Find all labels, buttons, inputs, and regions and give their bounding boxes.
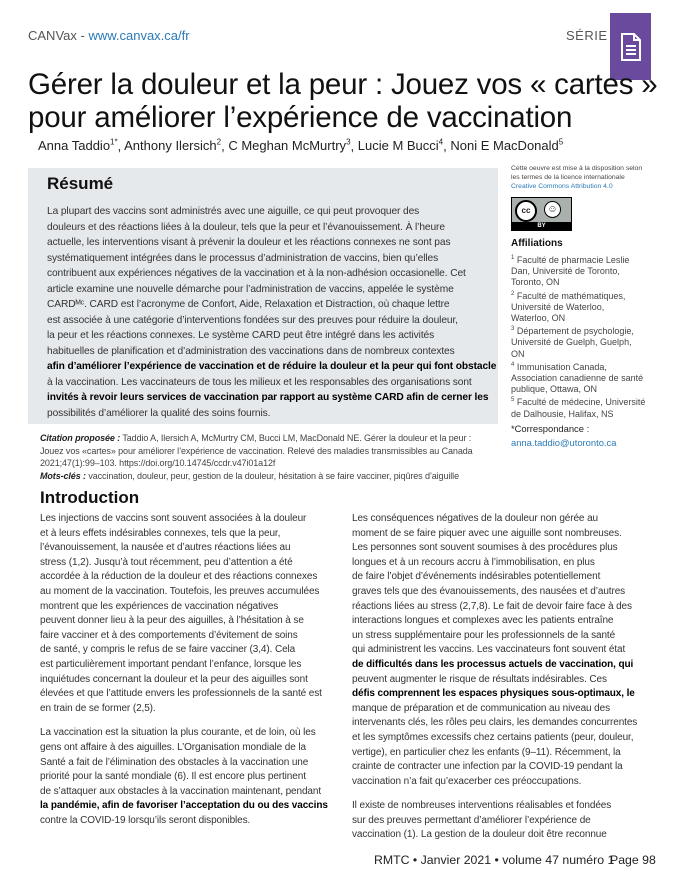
- author-affiliation-mark: 3: [346, 138, 351, 147]
- body-line: élevées et que l’attitude envers les professionnels de la santé est: [40, 688, 322, 700]
- abstract-line: CARDᴹᶜ. CARD est l’acronyme de Confort, Aide, Relaxation et Distraction, où chaque lettre: [47, 299, 450, 310]
- author: [358, 138, 443, 153]
- license-link[interactable]: Creative Commons Attribution 4.0: [511, 183, 613, 190]
- document-icon: [620, 32, 642, 62]
- body-line: accordée à la réduction de la douleur et des réactions connexes: [40, 571, 318, 583]
- affiliation-line: [511, 302, 681, 313]
- author-name: Lucie M Bucci: [357, 138, 439, 154]
- page-title: [28, 68, 658, 134]
- author-affiliation-mark: 4: [438, 138, 444, 147]
- affiliation-number: 3: [511, 326, 515, 333]
- affiliation-line: [511, 384, 681, 395]
- affiliation-item: [511, 291, 681, 325]
- affiliation-text: Waterloo, ON: [511, 313, 566, 324]
- body-line: vertige), en particulier chez les enfants (9–11). Récemment, la: [352, 746, 621, 758]
- abstract-line: est associée à une catégorie d’interventions fondées sur des preuves pour réduire la douleur,: [47, 314, 458, 326]
- correspondence-label: *Correspondance :: [511, 423, 590, 434]
- abstract-line: systématiquement intégrées dans le processus d’administration de vaccins, bien qu’elles: [47, 252, 439, 264]
- author: [228, 138, 350, 153]
- affiliation-text: Dan, Université de Toronto,: [511, 266, 620, 277]
- abstract-line: article examine une nouvelle démarche pour l’administration de vaccins, appelée le système: [47, 283, 454, 295]
- abstract-text: [47, 204, 496, 421]
- body-line: priorité pour la santé mondiale (6). Il est encore plus pertinent: [40, 771, 306, 783]
- author: [124, 138, 221, 153]
- body-line: qui administrent les vaccins. Les vaccinateurs font souvent état: [352, 644, 626, 656]
- affiliation-text: Département de psychologie,: [516, 326, 634, 337]
- author-name: Noni E MacDonald: [450, 138, 559, 154]
- creative-commons-by-icon[interactable]: [511, 197, 572, 231]
- affiliation-line: [511, 313, 681, 324]
- body-line: montrent que les expériences de vaccination négatives: [40, 600, 279, 612]
- body-line: de faire l’objet d’événements indésirables potentiellement: [352, 571, 601, 583]
- page-number: Page 98: [610, 853, 656, 867]
- affiliation-text: Faculté de médecine, Université: [516, 397, 646, 408]
- cc-icon: cc: [515, 200, 537, 222]
- author-name: C Meghan McMurtry: [228, 138, 347, 154]
- title-line: pour améliorer l’expérience de vaccination: [28, 101, 573, 134]
- body-line: peuvent augmenter le risque de résultats indésirables. Ces: [352, 673, 607, 685]
- body-line: de difficultés dans les processus actuels de vaccination, qui: [352, 658, 634, 670]
- affiliation-text: Toronto, ON: [511, 277, 560, 288]
- license-line: Cette oeuvre est mise à la disposition selon: [511, 165, 643, 172]
- body-line: de s’attaquer aux obstacles à la vaccination maintenant, pendant: [40, 785, 322, 797]
- affiliation-line: [511, 326, 681, 337]
- affiliation-text: Immunisation Canada,: [516, 361, 607, 372]
- author-affiliation-mark: 2: [216, 138, 222, 147]
- affiliations-list: [511, 255, 681, 422]
- body-line: manque de préparation et de communication au niveau des: [352, 702, 611, 714]
- citation-line: Taddio A, Ilersich A, McMurtry CM, Bucci LM, MacDonald NE. Gérer la douleur et la peur :: [122, 433, 472, 443]
- affiliation-line: [511, 397, 681, 408]
- body-line: est particulièrement important pendant l’enfance, lorsque les: [40, 658, 302, 670]
- body-line: de santé, y compris le refus de se faire vacciner (3,4). Cela: [40, 644, 296, 656]
- affiliation-line: [511, 409, 681, 420]
- body-line: crainte de contracter une infection par la COVID-19 pendant la: [352, 761, 623, 773]
- body-line: gens ont affaire à des aiguilles. L’Organisation mondiale de la: [40, 741, 306, 753]
- body-line: défis comprennent les espaces physiques sous-optimaux, le: [352, 688, 635, 700]
- person-icon: ☺: [544, 201, 561, 218]
- affiliation-number: 1: [511, 255, 515, 261]
- affiliation-number: 4: [511, 361, 515, 368]
- author: [38, 138, 118, 153]
- affiliation-text: Université de Waterloo,: [511, 301, 605, 312]
- body-line: interactions longues et complexes avec les patients entraîne: [352, 615, 614, 627]
- affiliation-line: [511, 373, 681, 384]
- affiliation-line: [511, 349, 681, 360]
- by-label: BY: [512, 222, 571, 230]
- abstract-line: contribuent aux expériences négatives de la vaccination et à la non-adhésion occasionelle. Cet: [47, 268, 466, 279]
- body-line: stress (1,2). Jusqu’à tout récemment, peu d’attention a été: [40, 556, 293, 568]
- body-line: au moment de la vaccination. Toutefois, les preuves accumulées: [40, 585, 320, 597]
- affiliation-line: [511, 291, 681, 302]
- affiliations-heading: Affiliations: [511, 238, 563, 249]
- intro-heading: Introduction: [40, 488, 140, 507]
- abstract-line: afin d’améliorer l’expérience de vaccination et de réduire la douleur et la peur qui font obstacle: [47, 361, 497, 372]
- body-line: [352, 789, 637, 799]
- abstract-line: douleurs et des réactions liées à la douleur, tels que la peur et l’évanouissement. À l’heure: [47, 221, 445, 233]
- author-name: Anthony Ilersich: [124, 138, 217, 154]
- body-line: intervenants clés, les rôles peu clairs, les demandes concurrentes: [352, 717, 638, 729]
- affiliation-item: [511, 397, 681, 419]
- body-line: la pandémie, afin de favoriser l’acceptation du ou des vaccins: [40, 800, 328, 812]
- title-line: Gérer la douleur et la peur : Jouez vos « cartes »: [28, 68, 658, 101]
- keywords-label: Mots-clés :: [40, 470, 86, 481]
- abstract-line: habituelles de planification et d’administration des vaccinations dans de nombreux contextes: [47, 345, 455, 357]
- abstract-heading: Résumé: [47, 174, 114, 193]
- author: [450, 138, 563, 153]
- body-line: inquiétudes concernant la douleur et la peur des aiguilles sont: [40, 673, 308, 685]
- series-label: SÉRIE: [566, 28, 608, 43]
- body-line: et à leurs effets indésirables connexes, tels que la peur,: [40, 527, 281, 539]
- affiliation-item: [511, 326, 681, 360]
- abstract-line: actuelle, les interventions visant à prévenir la douleur et les réactions connexes ne sont pas: [47, 237, 451, 248]
- author-list: Anna Taddio$^{1*}$, Anthony Ilersich$^2$, C Meghan McMurtry$^3$, Lucie M Bucci$^4$, Noni E MacDonald$^5$: [38, 138, 564, 154]
- source-label: CANVax -: [28, 28, 89, 43]
- abstract-line: invités à revoir leurs services de vaccination par rapport au système CARD afin de cerner les: [47, 392, 489, 403]
- abstract-line: à la vaccination. Les vaccinateurs de tous les milieux et les responsables des organisations sont: [47, 376, 472, 388]
- affiliation-text: Faculté de mathématiques,: [516, 290, 626, 301]
- affiliation-text: de Dalhousie, Halifax, NS: [511, 408, 614, 419]
- affiliation-line: [511, 362, 681, 373]
- body-line: contre la COVID-19 lorsqu’ils seront disponibles.: [40, 814, 251, 826]
- abstract-line: possibilités d’améliorer la qualité des soins fournis.: [47, 407, 271, 419]
- affiliation-text: ON: [511, 348, 525, 359]
- footer-journal: RMTC • Janvier 2021 • volume 47 numéro 1: [374, 853, 615, 867]
- abstract-line: la peur et les réactions connexes. Le système CARD peut être intégré dans les activités: [47, 330, 435, 341]
- affiliation-line: [511, 337, 681, 348]
- body-line: Les conséquences négatives de la douleur non gérée au: [352, 513, 598, 524]
- abstract-line: La plupart des vaccins sont administrés avec une aiguille, ce qui peut provoquer des: [47, 206, 420, 217]
- author-name: Anna Taddio: [38, 138, 111, 154]
- affiliation-line: [511, 277, 681, 288]
- body-line: Les personnes sont souvent soumises à des procédures plus: [352, 542, 618, 554]
- affiliation-item: [511, 362, 681, 396]
- abstract-box: [28, 168, 498, 424]
- affiliation-item: [511, 255, 681, 289]
- running-header: [28, 28, 190, 43]
- license-note: [511, 164, 681, 191]
- author-affiliation-mark: 5: [558, 138, 564, 147]
- affiliation-text: publique, Ottawa, ON: [511, 384, 598, 395]
- body-line: et les symptômes excessifs chez certains patients (peur, douleur,: [352, 731, 634, 743]
- keywords: vaccination, douleur, peur, gestion de la douleur, hésitation à se faire vacciner, piqûres d’aiguille: [88, 470, 459, 481]
- correspondence-email[interactable]: anna.taddio@utoronto.ca: [511, 437, 617, 448]
- body-line: faire vacciner et à des comportements d’évitement de soins: [40, 629, 298, 641]
- body-line: Santé a fait de l’élimination des obstacles à la vaccination une: [40, 756, 309, 768]
- body-line: réactions liées au stress (2,7,8). Le fait de devoir faire face à des: [352, 600, 632, 612]
- intro-column-1: [40, 512, 328, 828]
- affiliation-line: [511, 266, 681, 277]
- body-line: un stress supplémentaire pour les professionnels de la santé: [352, 629, 616, 641]
- body-line: sur des preuves permettant d’améliorer l’expérience de: [352, 814, 591, 826]
- body-line: [40, 716, 328, 726]
- body-line: La vaccination est la situation la plus courante, et de loin, où les: [40, 727, 316, 739]
- affiliation-number: 5: [511, 397, 515, 404]
- citation-label: Citation proposée :: [40, 433, 121, 443]
- body-line: Les injections de vaccins sont souvent associées à la douleur: [40, 513, 307, 524]
- citation-line: Jouez vos «cartes» pour améliorer l’expérience de vaccination. Relevé des maladies transmissibles au Canada: [40, 445, 473, 456]
- body-line: vaccination n’a fait qu’exacerber ces préoccupations.: [352, 775, 582, 787]
- affiliation-text: Association canadienne de santé: [511, 373, 644, 384]
- canvax-link[interactable]: www.canvax.ca/fr: [88, 28, 190, 43]
- body-line: en train de se former (2,5).: [40, 702, 156, 714]
- intro-column-2: [352, 512, 637, 843]
- license-line: les termes de la licence internationale: [511, 174, 625, 181]
- body-line: longues et à un recours accru à l’immobilisation, en plus: [352, 556, 595, 568]
- affiliation-text: Université de Guelph, Guelph,: [511, 337, 632, 348]
- citation: [40, 432, 473, 482]
- body-line: moment de se faire piquer avec une aiguille sont nombreuses.: [352, 527, 622, 539]
- body-line: peuvent donner lieu à la peur des aiguilles, à l’hésitation à se: [40, 615, 304, 627]
- author-affiliation-mark: 1*: [110, 138, 118, 147]
- body-line: vaccination (1). La gestion de la douleur doit être reconnue: [352, 829, 607, 841]
- body-line: Il existe de nombreuses interventions réalisables et fondées: [352, 800, 612, 812]
- affiliation-line: [511, 255, 681, 266]
- body-line: l’évanouissement, la nausée et d’autres réactions liées au: [40, 542, 291, 554]
- affiliation-text: Faculté de pharmacie Leslie: [516, 255, 630, 265]
- citation-line: 2021;47(1):99–103. https://doi.org/10.14745/ccdr.v47i01a12f: [40, 458, 276, 468]
- affiliation-number: 2: [511, 290, 515, 297]
- body-line: graves tels que des évanouissements, des nausées et d’autres: [352, 585, 626, 597]
